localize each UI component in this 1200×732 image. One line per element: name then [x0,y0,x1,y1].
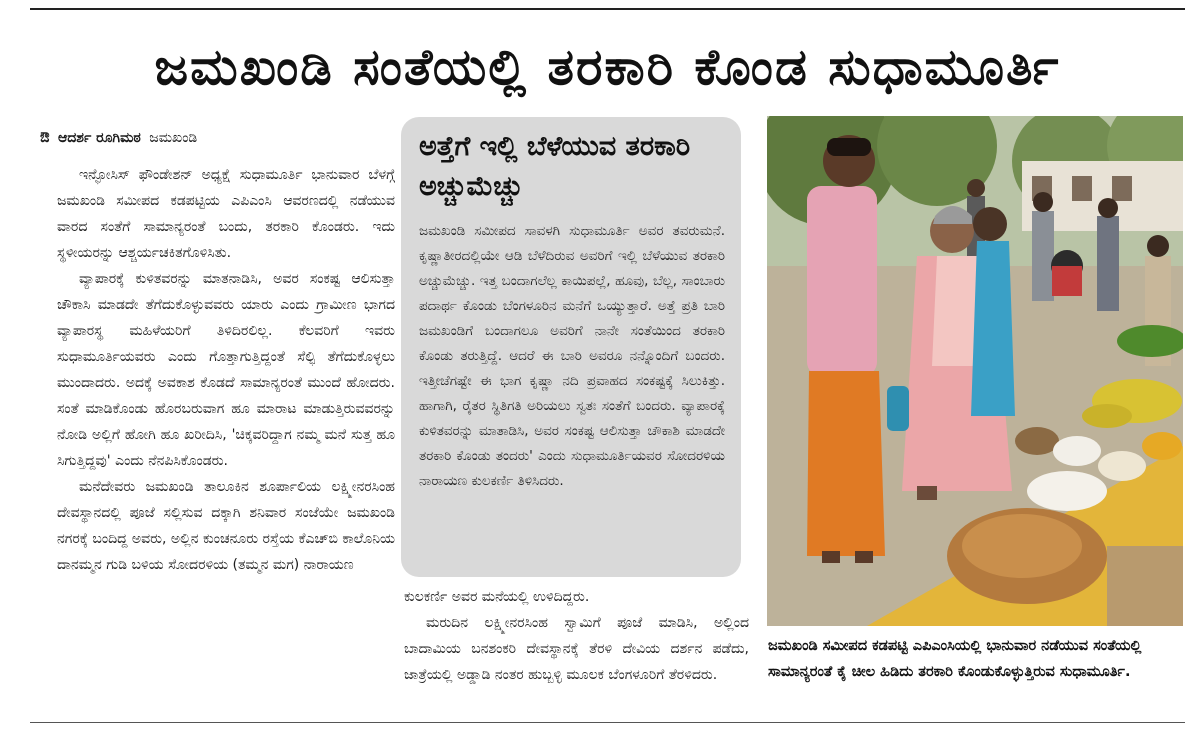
sidebar-title: ಅತ್ತೆಗೆ ಇಲ್ಲಿ ಬೆಳೆಯುವ ತರಕಾರಿ ಅಚ್ಚುಮೆಚ್ಚು [419,131,691,202]
article-column-2 [404,584,749,716]
sidebar-box [401,117,741,577]
byline-author: ಆದರ್ಶ ರೂಗಿಮಠ [58,130,141,146]
market-scene-illustration [767,116,1183,626]
bottom-rule [30,722,1185,723]
article-paragraph: ಇನ್ಫೋಸಿಸ್ ಫೌಂಡೇಶನ್ ಅಧ್ಯಕ್ಷೆ ಸುಧಾಮೂರ್ತಿ ಭಾನುವಾರ ಬೆಳಗ್ಗೆ ಜಮಖಂಡಿ ಸಮೀಪದ ಕಡಪಟ್ಟಿಯ ಎಪಿಎಂಸಿ ಆವರಣದಲ್ಲಿ ನಡೆಯುವ ವಾರದ ಸಂತೆಗೆ ಸಾಮಾನ್ಯರಂತೆ ಬಂದು, ತರಕಾರಿ ಕೊಂಡರು. ಇದು ಸ್ಥಳೀಯರನ್ನು ಆಶ್ಚರ್ಯಚಕಿತಗೊಳಿಸಿತು. [57,167,395,261]
article-paragraph: ಮನೆದೇವರು ಜಮಖಂಡಿ ತಾಲೂಕಿನ ಶೂರ್ಪಾಲಿಯ ಲಕ್ಷ್ಮೀನರಸಿಂಹ ದೇವಸ್ಥಾನದಲ್ಲಿ ಪೂಜೆ ಸಲ್ಲಿಸುವ ದಕ್ಕಾಗಿ ಶನಿವಾರ ಸಂಜೆಯೇ ಜಮಖಂಡಿ ನಗರಕ್ಕೆ ಬಂದಿದ್ದ ಅವರು, ಅಲ್ಲಿನ ಕುಂಚನೂರು ರಸ್ತೆಯ ಕೆಎಚ್‌ಬಿ ಕಾಲೊನಿಯ ದಾನಮ್ಮನ ಗುಡಿ ಬಳಿಯ ಸೋದರಳಿಯ (ತಮ್ಮನ ಮಗ) ನಾರಾಯಣ [57,479,395,573]
photo-caption: ಜಮಖಂಡಿ ಸಮೀಪದ ಕಡಪಟ್ಟಿ ಎಪಿಎಂಸಿಯಲ್ಲಿ ಭಾನುವಾರ ನಡೆಯುವ ಸಂತೆಯಲ್ಲಿ ಸಾಮಾನ್ಯರಂತೆ ಕೈ ಚೀಲ ಹಿಡಿದು ತರಕಾರಿ ಕೊಂಡುಕೊಳ್ಳುತ್ತಿರುವ ಸುಧಾಮೂರ್ತಿ. [768,638,1142,680]
article-continuation-paragraph: ಮರುದಿನ ಲಕ್ಷ್ಮೀನರಸಿಂಹ ಸ್ವಾಮಿಗೆ ಪೂಜೆ ಮಾಡಿಸಿ, ಅಲ್ಲಿಂದ ಬಾದಾಮಿಯ ಬನಶಂಕರಿ ದೇವಸ್ಥಾನಕ್ಕೆ ತೆರಳಿ ದೇವಿಯ ದರ್ಶನ ಪಡೆದು, ಜಾತ್ರೆಯಲ್ಲಿ ಅಡ್ಡಾಡಿ ನಂತರ ಹುಬ್ಬಳ್ಳಿ ಮೂಲಕ ಬೆಂಗಳೂರಿಗೆ ತೆರಳಿದರು. [404,615,749,683]
byline-place: ಜಮಖಂಡಿ [149,130,198,146]
article-paragraph: ವ್ಯಾಪಾರಕ್ಕೆ ಕುಳಿತವರನ್ನು ಮಾತನಾಡಿಸಿ, ಅವರ ಸಂಕಷ್ಟ ಆಲಿಸುತ್ತಾ ಚೌಕಾಸಿ ಮಾಡದೇ ತೆಗೆದುಕೊಳ್ಳುವವರು ಯಾರು ಎಂದು ಗ್ರಾಮೀಣ ಭಾಗದ ವ್ಯಾಪಾರಸ್ಥ ಮಹಿಳೆಯರಿಗೆ ತಿಳಿದಿರಲಿಲ್ಲ. ಕೆಲವರಿಗೆ ಇವರು ಸುಧಾಮೂರ್ತಿಯವರು ಎಂದು ಗೊತ್ತಾಗುತ್ತಿದ್ದಂತೆ ಸೆಲ್ಫಿ ತೆಗೆದುಕೊಳ್ಳಲು ಮುಂದಾದರು. ಅದಕ್ಕೆ ಅವಕಾಶ ಕೊಡದೆ ಸಾಮಾನ್ಯರಂತೆ ಮುಂದೆ ಹೋದರು. ಸಂತೆ ಮಾಡಿಕೊಂಡು ಹೊರಬರುವಾಗ ಹೂ ಮಾರಾಟ ಮಾಡುತ್ತಿರುವವರನ್ನು ನೋಡಿ ಅಲ್ಲಿಗೆ ಹೋಗಿ ಹೂ ಖರೀದಿಸಿ, 'ಚಿಕ್ಕವರಿದ್ದಾಗ ನಮ್ಮ ಮನೆ ಸುತ್ತ ಹೂ ಸಿಗುತ್ತಿದ್ದವು' ಎಂದು ನೆನಪಿಸಿಕೊಂಡರು. [57,271,395,469]
sidebar-body: ಜಮಖಂಡಿ ಸಮೀಪದ ಸಾವಳಗಿ ಸುಧಾಮೂರ್ತಿ ಅವರ ತವರುಮನೆ. ಕೃಷ್ಣಾತೀರದಲ್ಲಿಯೇ ಆಡಿ ಬೆಳೆದಿರುವ ಅವರಿಗೆ ಇಲ್ಲಿ ಬೆಳೆಯುವ ತರಕಾರಿ ಅಚ್ಚುಮೆಚ್ಚು. ಇತ್ತ ಬಂದಾಗಲೆಲ್ಲ ಕಾಯಿಪಲ್ಲೆ, ಹೂವು, ಬೆಲ್ಲ, ಸಾಂಬಾರು ಪದಾರ್ಥ ಕೊಂಡು ಬೆಂಗಳೂರಿನ ಮನೆಗೆ ಒಯ್ಯುತ್ತಾರೆ. ಅತ್ತೆ ಪ್ರತಿ ಬಾರಿ ಜಮಖಂಡಿಗೆ ಬಂದಾಗಲೂ ಅವರಿಗೆ ನಾನೇ ಸಂತೆಯಿಂದ ತರಕಾರಿ ಕೊಂಡು ತರುತ್ತಿದ್ದೆ. ಆದರೆ ಈ ಬಾರಿ ಅವರೂ ನನ್ನೊಂದಿಗೆ ಬಂದರು. ಇತ್ತೀಚೆಗಷ್ಟೇ ಈ ಭಾಗ ಕೃಷ್ಣಾ ನದಿ ಪ್ರವಾಹದ ಸಂಕಷ್ಟಕ್ಕೆ ಸಿಲುಕಿತ್ತು. ಹಾಗಾಗಿ, ರೈತರ ಸ್ಥಿತಿಗತಿ ಅರಿಯಲು ಸ್ವತಃ ಸಂತೆಗೆ ಬಂದರು. ವ್ಯಾಪಾರಕ್ಕೆ ಕುಳಿತವರನ್ನು ಮಾತಾಡಿಸಿ, ಅವರ ಸಂಕಷ್ಟ ಆಲಿಸುತ್ತಾ ಚೌಕಾಶಿ ಮಾಡದೇ ತರಕಾರಿ ಕೊಂಡು ತಂದರು' ಎಂದು ಸುಧಾಮೂರ್ತಿಯವರ ಸೋದರಳಿಯ ನಾರಾಯಣ ಕುಲಕರ್ಣಿ ತಿಳಿಸಿದರು. [419,223,725,489]
article-continuation-paragraph: ಕುಲಕರ್ಣಿ ಅವರ ಮನೆಯಲ್ಲಿ ಉಳಿದಿದ್ದರು. [404,589,590,605]
news-photo [767,116,1183,626]
byline [40,128,390,148]
byline-icon: ಔ [40,130,50,146]
article-column-1 [57,162,395,718]
headline: ಜಮಖಂಡಿ ಸಂತೆಯಲ್ಲಿ ತರಕಾರಿ ಕೊಂಡ ಸುಧಾಮೂರ್ತಿ [154,38,1061,96]
top-rule [30,8,1185,10]
